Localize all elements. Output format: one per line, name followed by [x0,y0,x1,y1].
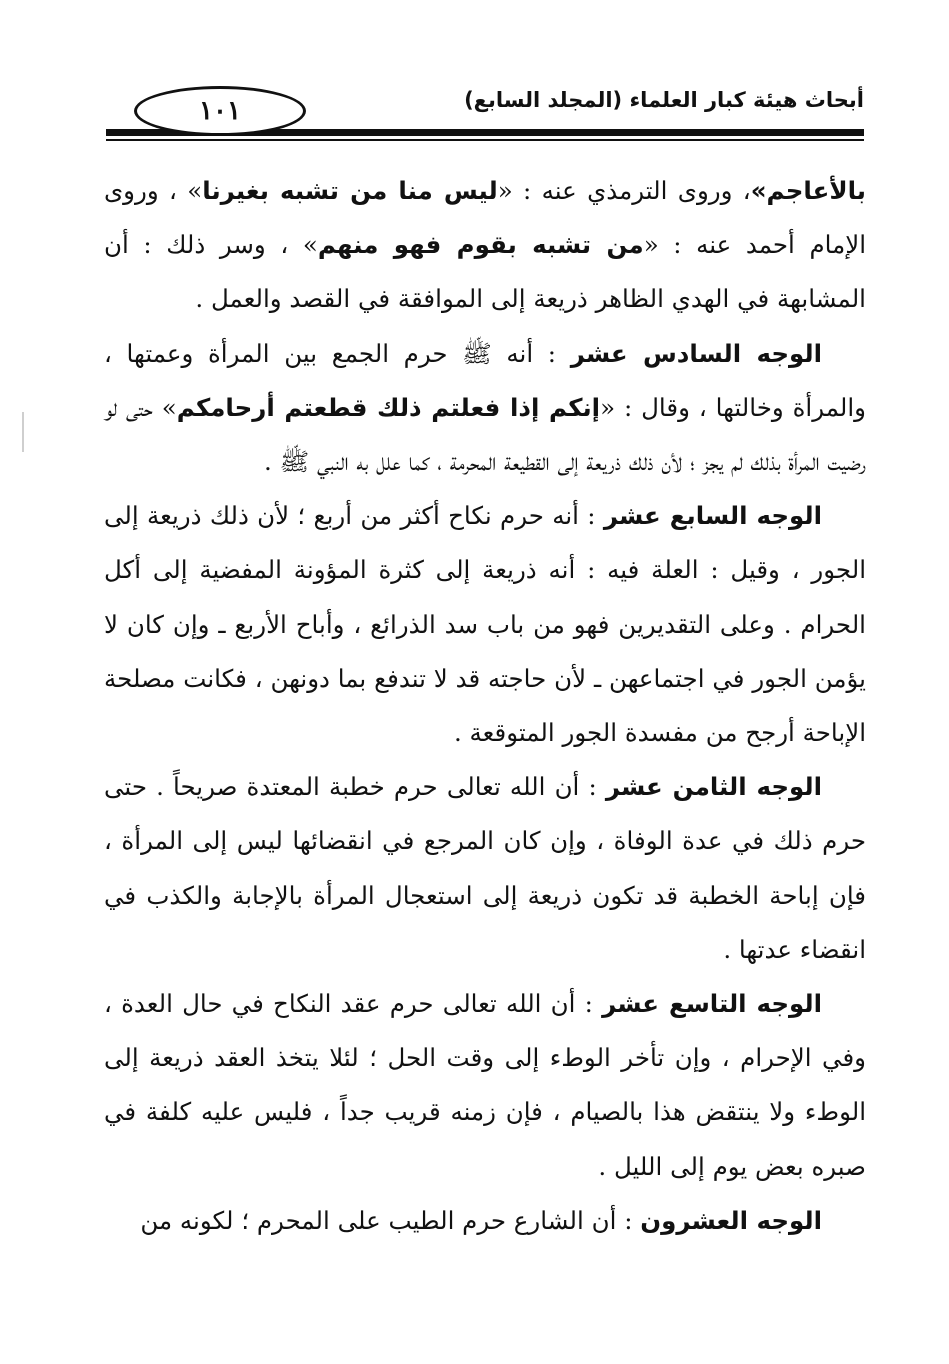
bold-text-segment: من تشبه بقوم فهو منهم [317,230,644,260]
bold-text-segment: الوجه العشرون [640,1205,822,1235]
paragraph [104,1194,866,1248]
paragraph [104,977,866,1194]
text-segment: : أنه ﷺ حرم الجمع بين المرأة وعمتها ، والمرأة وخالتها ، وقال : « [104,338,867,422]
scan-margin-mark [22,412,24,452]
paragraph [104,489,866,760]
page-number-oval [134,86,306,136]
bold-text-segment: الوجه التاسع عشر [602,989,822,1019]
paragraph [104,164,866,327]
text-segment: » حتى لو رضيت المرأة بذلك لم يجز ؛ لأن ذلك ذريعة إلى القطيعة المحرمة ، كما علل به النبي ﷺ . [104,392,866,477]
page-header [106,78,864,150]
text-segment: : أن الشارع حرم الطيب على المحرم ؛ لكونه من [140,1205,641,1235]
header-rule-thin [106,139,864,141]
paragraph [104,327,866,490]
text-segment: » ، وسر ذلك : أن المشابهة في الهدي الظاهر ذريعة إلى الموافقة في القصد والعمل . [104,230,866,314]
bold-text-segment: الوجه السابع عشر [603,501,822,531]
bold-text-segment: ليس منا من تشبه بغيرنا [202,176,498,205]
bold-text-segment: الوجه الثامن عشر [605,772,822,802]
body-text [104,164,866,1248]
text-segment: : أنه حرم نكاح أكثر من أربع ؛ لأن ذلك ذريعة إلى الجور ، وقيل : العلة فيه : أنه ذريعة إلى كثرة المؤونة المفضية إلى أكل الحرام . وعلى التقديرين فهو من باب سد الذرائع ، وأباح الأربع ـ وإن كان لا يؤمن الجور في اجتماعهن ـ لأن حاجته قد لا تندفع بما دونهن ، فكانت مصلحة الإباحة أرجح من مفسدة الجور المتوقعة . [104,501,866,748]
text-segment: ، وروى الترمذي عنه : « [497,176,751,205]
bold-text-segment: إنكم إذا فعلتم ذلك قطعتم أرحامكم [176,392,601,422]
text-segment: » ، وروى الإمام أحمد عنه : « [104,176,866,260]
page-number: ١٠١ [199,96,241,126]
bold-text-segment: الوجه السادس عشر [570,338,822,368]
text-segment: : أن الله تعالى حرم خطبة المعتدة صريحاً . حتى حرم ذلك في عدة الوفاة ، وإن كان المرجع في انقضائها ليس إلى المرأة ، فإن إباحة الخطبة قد تكون ذريعة إلى استعجال المرأة بالإجابة والكذب في انقضاء عدتها . [104,772,866,964]
running-title: أبحاث هيئة كبار العلماء (المجلد السابع) [464,88,864,112]
paragraph [104,760,866,977]
text-segment: : أن الله تعالى حرم عقد النكاح في حال العدة ، وفي الإحرام ، وإن تأخر الوطء إلى وقت الحل ؛ لئلا يتخذ العقد ذريعة إلى الوطء ولا ينتقض هذا بالصيام ، فإن زمنه قريب جداً ، فليس عليه كلفة في صبره بعض يوم إلى الليل . [104,989,866,1181]
bold-text-segment: بالأعاجم» [750,176,866,205]
